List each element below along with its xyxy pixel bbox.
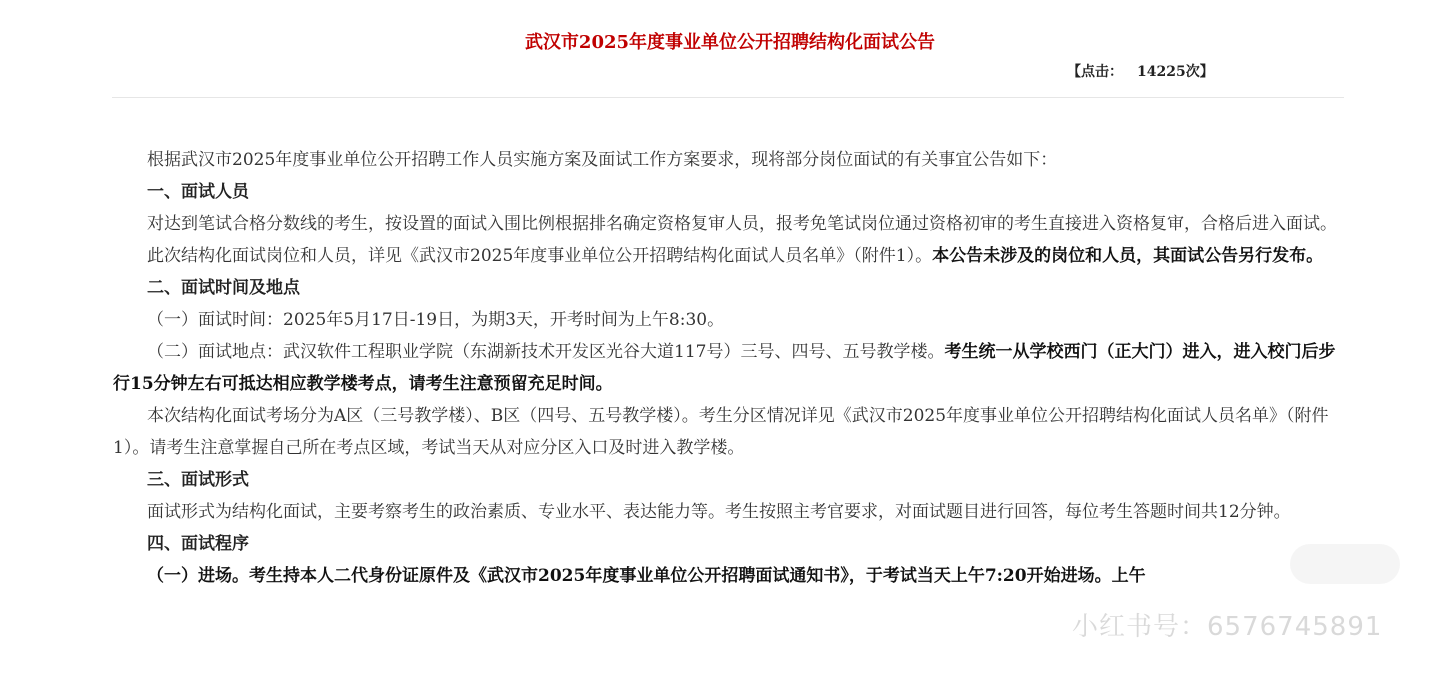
paragraph-4-bold: 考生统一从学校西门（正大门）进入，进入校门后步行15分钟左右可抵达相应教学楼考点，请考生注意预留充足时间。	[113, 342, 1336, 394]
paragraph-5: 本次结构化面试考场分为A区（三号教学楼）、B区（四号、五号教学楼）。考生分区情况详见《武汉市2025年度事业单位公开招聘结构化面试人员名单》（附件1）。请考生注意掌握自己所在考点区域，考试当天从对应分区入口及时进入教学楼。	[113, 406, 1329, 458]
watermark-logo	[1290, 544, 1400, 584]
paragraph-1: 对达到笔试合格分数线的考生，按设置的面试入围比例根据排名确定资格复审人员，报考免笔试岗位通过资格初审的考生直接进入资格复审，合格后进入面试。	[147, 214, 1337, 234]
paragraph-2-text: 此次结构化面试岗位和人员，详见《武汉市2025年度事业单位公开招聘结构化面试人员名单》（附件1）。	[147, 246, 933, 266]
click-counter	[1067, 61, 1214, 81]
section-heading-4: 四、面试程序	[147, 534, 249, 554]
paragraph-6: 面试形式为结构化面试，主要考察考生的政治素质、专业水平、表达能力等。考生按照主考官要求，对面试题目进行回答，每位考生答题时间共12分钟。	[147, 502, 1291, 522]
paragraph-2-bold: 本公告未涉及的岗位和人员，其面试公告另行发布。	[932, 246, 1324, 266]
section-heading-2: 二、面试时间及地点	[147, 278, 300, 298]
paragraph-2	[113, 240, 1345, 272]
title-divider	[112, 97, 1344, 98]
paragraph-7	[113, 560, 1345, 592]
watermark-text: 小红书号：6576745891	[1072, 612, 1383, 642]
section-heading-3: 三、面试形式	[147, 470, 249, 490]
paragraph-7-text: 考生持本人二代身份证原件及《武汉市2025年度事业单位公开招聘面试通知书》，于考试当天上午7:20开始进场。上午	[249, 566, 1146, 586]
paragraph-4	[113, 336, 1345, 400]
paragraph-3: （一）面试时间：2025年5月17日-19日，为期3天，开考时间为上午8:30。	[147, 310, 725, 330]
article-body	[113, 144, 1345, 592]
article-title: 武汉市2025年度事业单位公开招聘结构化面试公告	[524, 32, 936, 53]
click-counter-label: 【点击：	[1067, 64, 1123, 80]
paragraph-4-text: （二）面试地点：武汉软件工程职业学院（东湖新技术开发区光谷大道117号）三号、四号、五号教学楼。	[147, 342, 945, 362]
paragraph-7-bold: （一）进场。	[147, 566, 249, 586]
click-counter-value: 14225次】	[1137, 64, 1214, 80]
section-heading-1: 一、面试人员	[147, 182, 249, 202]
intro-paragraph: 根据武汉市2025年度事业单位公开招聘工作人员实施方案及面试工作方案要求，现将部分岗位面试的有关事宜公告如下：	[147, 150, 1058, 170]
